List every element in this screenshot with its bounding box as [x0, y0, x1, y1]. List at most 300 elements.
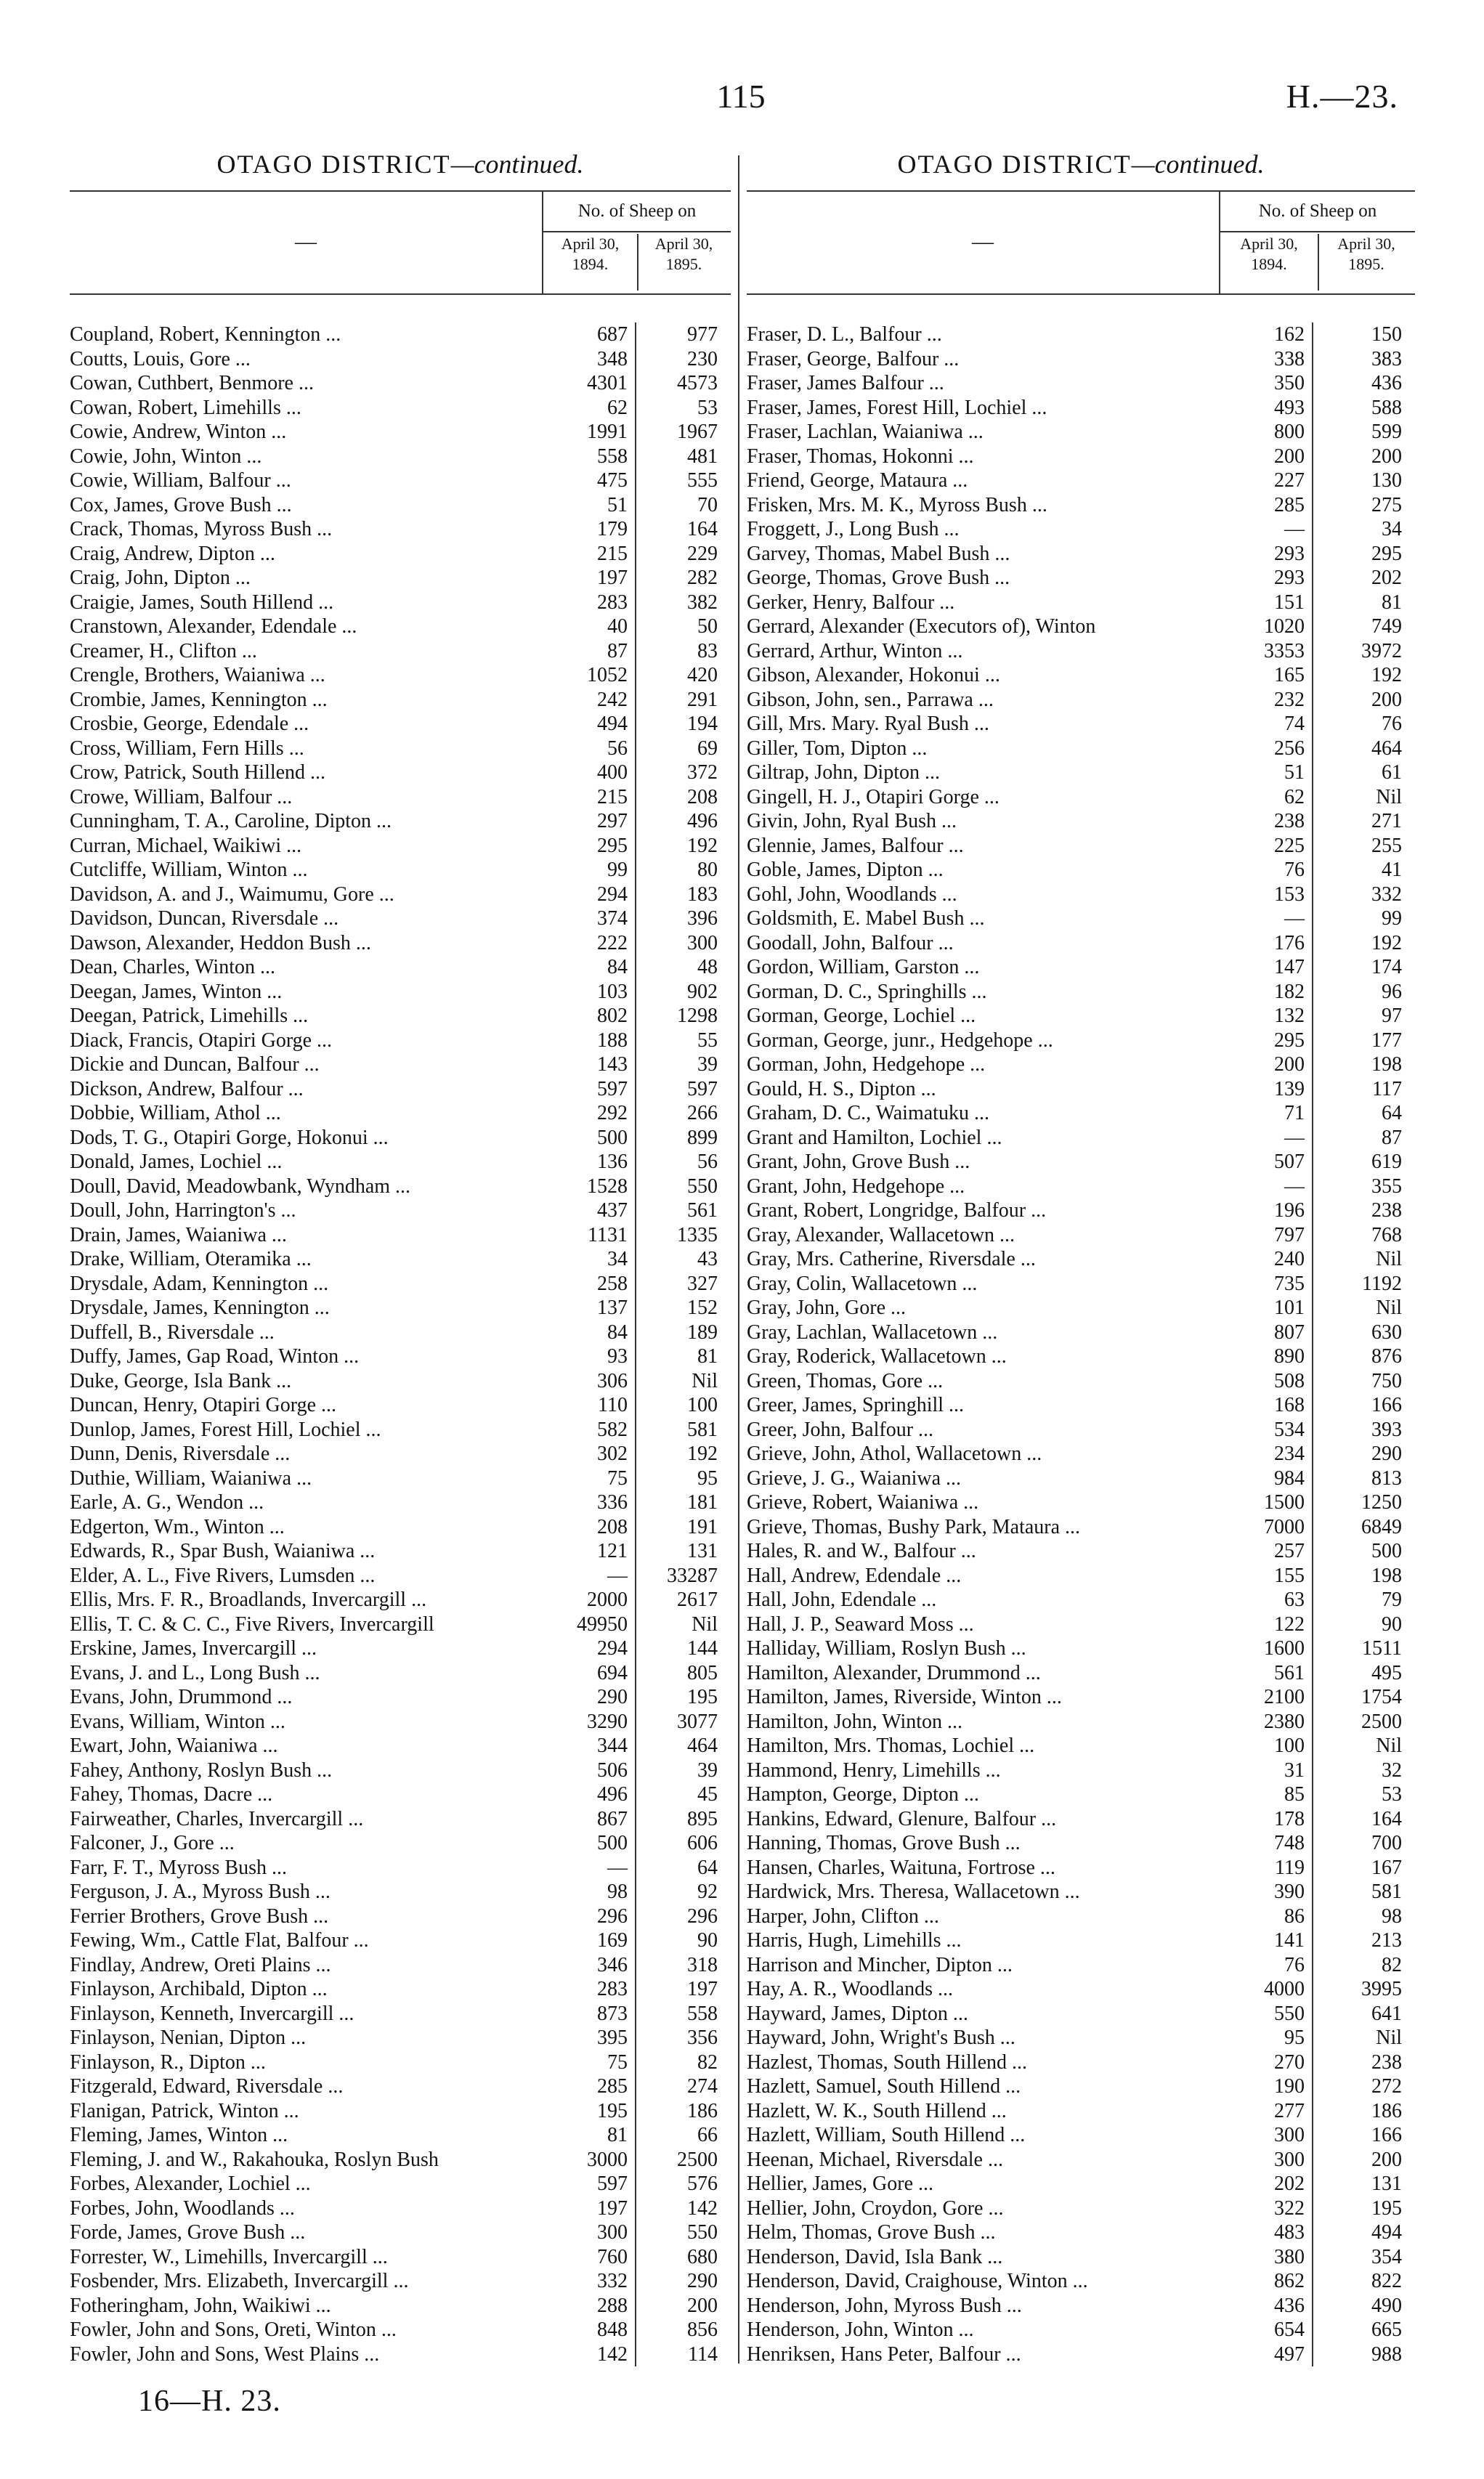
sheep-1895: 481: [687, 445, 718, 468]
sheep-1894: 597: [542, 2172, 636, 2196]
sheep-1895: 202: [1371, 567, 1402, 589]
sheep-1894: 137: [542, 1296, 636, 1320]
owner-name: Finlayson, Kenneth, Invercargill ...: [70, 2002, 354, 2025]
table-row: [747, 1101, 1415, 1126]
sheep-1895: 82: [697, 2050, 718, 2074]
owner-name: Froggett, J., Long Bush ...: [747, 518, 960, 540]
sheep-1894: 561: [1219, 1661, 1313, 1686]
owner-name: Finlayson, Nenian, Dipton ...: [70, 2026, 307, 2049]
sheep-1895: 192: [687, 834, 718, 857]
table-row: [747, 2220, 1415, 2245]
sheep-1894: 436: [1219, 2294, 1313, 2318]
sheep-1894: 296: [542, 1904, 636, 1929]
sheep-1895: 749: [1371, 615, 1402, 638]
sheep-1895: 39: [697, 1053, 718, 1076]
table-row: [70, 1710, 731, 1735]
table-row: [747, 809, 1415, 834]
owner-name: Hazlett, William, South Hillend ...: [747, 2124, 1026, 2146]
sheep-1894: 179: [542, 517, 636, 542]
sheep-1894: 147: [1219, 955, 1313, 980]
sheep-1894: 76: [1219, 1953, 1313, 1978]
sheep-1894: 132: [1219, 1004, 1313, 1028]
sheep-1894: 507: [1219, 1150, 1313, 1174]
table-row: [747, 2002, 1415, 2026]
sheep-1894: 63: [1219, 1588, 1313, 1612]
table-row: [70, 1466, 731, 1491]
page-code: H.—23.: [1286, 78, 1398, 115]
sheep-1894: 300: [1219, 2123, 1313, 2148]
owner-name: Dean, Charles, Winton ...: [70, 956, 275, 978]
sheep-1894: 165: [1219, 663, 1313, 688]
sheep-1894: 197: [542, 2196, 636, 2221]
table-row: [70, 2342, 731, 2367]
owner-name: Earle, A. G., Wendon ...: [70, 1491, 264, 1514]
table-row: [70, 1953, 731, 1978]
sheep-1894: 597: [542, 1077, 636, 1102]
sheep-1895: 213: [1371, 1929, 1402, 1952]
sheep-1894: 290: [542, 1685, 636, 1710]
sheep-1894: 400: [542, 760, 636, 785]
header-group-label: No. of Sheep on: [543, 192, 731, 232]
sheep-1895: 382: [687, 591, 718, 614]
sheep-1895: 131: [1371, 2172, 1402, 2195]
sheep-1895: 899: [687, 1126, 718, 1149]
sheep-1895: 69: [697, 737, 718, 760]
owner-name: Ewart, John, Waianiwa ...: [70, 1735, 278, 1757]
table-row: [747, 737, 1415, 761]
owner-name: Harris, Hugh, Limehills ...: [747, 1929, 962, 1952]
sheep-1895: 194: [687, 713, 718, 735]
sheep-1894: 62: [542, 396, 636, 421]
sheep-1895: 114: [688, 2342, 718, 2366]
owner-name: Hammond, Henry, Limehills ...: [747, 1758, 1001, 1782]
sheep-1895: 82: [1382, 1953, 1402, 1976]
sheep-1894: 121: [542, 1539, 636, 1564]
sheep-1895: 619: [1371, 1151, 1402, 1173]
sheep-1894: 558: [542, 445, 636, 469]
table-row: [70, 1126, 731, 1151]
owner-name: Cross, William, Fern Hills ...: [70, 737, 304, 760]
sheep-1895: 90: [1382, 1612, 1402, 1636]
table-row: [747, 980, 1415, 1005]
sheep-1895: 238: [1371, 2050, 1402, 2074]
owner-name: Fitzgerald, Edward, Riversdale ...: [70, 2075, 344, 2098]
owner-name: Grieve, John, Athol, Wallacetown ...: [747, 1443, 1042, 1465]
sheep-1895: Nil: [1376, 785, 1402, 808]
table-row: [747, 1831, 1415, 1856]
sheep-1895: 355: [1371, 1174, 1402, 1198]
table-row: [70, 1928, 731, 1953]
sheep-1894: 232: [1219, 688, 1313, 713]
sheep-1894: 283: [542, 1977, 636, 2002]
table-row: [747, 712, 1415, 737]
owner-name: Green, Thomas, Gore ...: [747, 1369, 944, 1392]
owner-name: Coutts, Louis, Gore ...: [70, 347, 251, 370]
sheep-1894: 81: [542, 2123, 636, 2148]
owner-name: Gordon, William, Garston ...: [747, 956, 980, 978]
table-row: [70, 2245, 731, 2270]
owner-name: Duke, George, Isla Bank ...: [70, 1369, 292, 1392]
sheep-1895: 80: [697, 859, 718, 881]
sheep-1894: 85: [1219, 1782, 1313, 1807]
sheep-1894: 336: [542, 1490, 636, 1515]
sheep-1895: 977: [687, 323, 718, 346]
owner-name: Fraser, Thomas, Hokonni ...: [747, 445, 974, 468]
table-row: [747, 1028, 1415, 1053]
owner-name: Gorman, George, Lochiel ...: [747, 1005, 976, 1027]
owner-name: Evans, William, Winton ...: [70, 1710, 285, 1733]
sheep-1894: 506: [542, 1758, 636, 1783]
sheep-1895: 3972: [1361, 639, 1402, 662]
signature-mark: 16—H. 23.: [138, 2385, 281, 2418]
table-row: [747, 1150, 1415, 1174]
sheep-1895: 490: [1371, 2294, 1402, 2317]
sheep-1894: 4301: [542, 371, 636, 396]
table-row: [70, 1028, 731, 1053]
sheep-1894: 93: [542, 1344, 636, 1369]
sheep-1894: 300: [1219, 2148, 1313, 2172]
owner-name: Finlayson, R., Dipton ...: [70, 2050, 266, 2074]
owner-name: Cutcliffe, William, Winton ...: [70, 859, 308, 881]
sheep-1894: 292: [542, 1101, 636, 1126]
table-row: [747, 2074, 1415, 2099]
sheep-1894: 1600: [1219, 1636, 1313, 1661]
owner-name: Fahey, Anthony, Roslyn Bush ...: [70, 1758, 333, 1782]
table-row: [747, 1782, 1415, 1807]
sheep-1894: 483: [1219, 2220, 1313, 2245]
sheep-1894: 390: [1219, 1880, 1313, 1904]
sheep-1895: 581: [1371, 1880, 1402, 1903]
sheep-1895: 64: [1382, 1102, 1402, 1124]
owner-name: Hardwick, Mrs. Theresa, Wallacetown ...: [747, 1880, 1080, 1903]
table-row: [747, 1174, 1415, 1199]
table-row: [70, 2026, 731, 2050]
owner-name: Gorman, John, Hedgehope ...: [747, 1053, 986, 1076]
header-1894: April 30, 1894.: [1220, 234, 1319, 291]
sheep-1894: 748: [1219, 1831, 1313, 1856]
sheep-1894: 227: [1219, 468, 1313, 493]
owner-name: Halliday, William, Roslyn Bush ...: [747, 1637, 1026, 1660]
owner-name: Creamer, H., Clifton ...: [70, 639, 257, 662]
sheep-1894: 4000: [1219, 1977, 1313, 2002]
table-row: [747, 1612, 1415, 1637]
sheep-1895: 81: [1382, 591, 1402, 614]
sheep-1894: 374: [542, 906, 636, 931]
owner-name: Greer, John, Balfour ...: [747, 1418, 934, 1441]
table-row: [747, 2342, 1415, 2367]
table-row: [70, 1272, 731, 1297]
table-header: [747, 190, 1415, 295]
owner-name: Davidson, A. and J., Waimumu, Gore ...: [70, 883, 394, 906]
sheep-1895: 200: [1371, 445, 1402, 468]
sheep-1894: 151: [1219, 591, 1313, 615]
table-row: [747, 1369, 1415, 1394]
sheep-1894: 984: [1219, 1466, 1313, 1491]
sheep-1895: 32: [1382, 1758, 1402, 1782]
table-row: [70, 1515, 731, 1540]
table-row: [747, 1126, 1415, 1151]
owner-name: Ellis, Mrs. F. R., Broadlands, Invercargill ...: [70, 1589, 427, 1611]
sheep-1895: Nil: [1376, 1297, 1402, 1319]
owner-name: Duffell, B., Riversdale ...: [70, 1320, 275, 1344]
table-row: [747, 1710, 1415, 1735]
sheep-1895: 588: [1371, 396, 1402, 419]
owner-name: Hellier, John, Croydon, Gore ...: [747, 2196, 1004, 2220]
sheep-1895: 183: [687, 883, 718, 906]
table-row: [747, 1320, 1415, 1345]
sheep-1894: 155: [1219, 1564, 1313, 1589]
sheep-1894: 178: [1219, 1807, 1313, 1832]
sheep-1895: 1250: [1361, 1491, 1402, 1514]
sheep-1894: 735: [1219, 1272, 1313, 1297]
table-row: [70, 712, 731, 737]
sheep-1894: 142: [542, 2342, 636, 2367]
sheep-1895: 327: [687, 1272, 718, 1295]
owner-name: Hamilton, Mrs. Thomas, Lochiel ...: [747, 1735, 1035, 1757]
table-row: [70, 639, 731, 664]
sheep-1895: 494: [1371, 2221, 1402, 2244]
table-row: [70, 1052, 731, 1077]
owner-name: Drake, William, Oteramika ...: [70, 1248, 312, 1270]
owner-name: Doull, John, Harrington's ...: [70, 1199, 296, 1222]
sheep-1895: 272: [1371, 2075, 1402, 2098]
owner-name: Gray, Alexander, Wallacetown ...: [747, 1223, 1015, 1246]
table-row: [747, 1636, 1415, 1661]
owner-name: Harrison and Mincher, Dipton ...: [747, 1953, 1013, 1976]
table-row: [747, 834, 1415, 859]
sheep-1894: 437: [542, 1198, 636, 1223]
header-dash: —: [295, 230, 317, 253]
sheep-1895: 43: [697, 1248, 718, 1270]
owner-name: Ferrier Brothers, Grove Bush ...: [70, 1904, 329, 1928]
sheep-1895: 191: [687, 1515, 718, 1538]
table-row: [747, 566, 1415, 591]
table-row: [70, 1831, 731, 1856]
sheep-1894: 582: [542, 1418, 636, 1443]
sheep-1894: 687: [542, 322, 636, 347]
sheep-1894: 110: [542, 1393, 636, 1418]
header-1894: April 30, 1894.: [543, 234, 638, 291]
table-row: [747, 883, 1415, 907]
header-1895: April 30, 1895.: [1337, 235, 1395, 273]
sheep-1894: 75: [542, 2050, 636, 2075]
owner-name: Fairweather, Charles, Invercargill ...: [70, 1807, 364, 1830]
table-row: [70, 493, 731, 518]
sheep-1894: 200: [1219, 1052, 1313, 1077]
sheep-1894: 297: [542, 809, 636, 834]
sheep-1895: 131: [687, 1540, 718, 1562]
sheep-1894: 3353: [1219, 639, 1313, 664]
sheep-1894: 87: [542, 639, 636, 664]
sheep-1894: 119: [1219, 1856, 1313, 1880]
owner-name: Drysdale, James, Kennington ...: [70, 1297, 330, 1319]
sheep-1894: 195: [542, 2099, 636, 2124]
table-row: [70, 1101, 731, 1126]
sheep-1894: 197: [542, 566, 636, 591]
sheep-1894: 1500: [1219, 1490, 1313, 1515]
sheep-1895: 48: [697, 956, 718, 978]
sheep-1894: 500: [542, 1831, 636, 1856]
sheep-1894: 496: [542, 1782, 636, 1807]
owner-name: Duthie, William, Waianiwa ...: [70, 1466, 312, 1490]
sheep-1895: 229: [687, 542, 718, 565]
owner-name: Fahey, Thomas, Dacre ...: [70, 1783, 273, 1806]
sheep-1894: 1528: [542, 1174, 636, 1199]
table-row: [747, 1515, 1415, 1540]
sheep-1894: 500: [542, 1126, 636, 1151]
sheep-1895: 186: [1371, 2099, 1402, 2122]
sheep-1895: 79: [1382, 1589, 1402, 1611]
header-group: [542, 192, 731, 293]
owner-name: Craig, Andrew, Dipton ...: [70, 542, 275, 565]
table-row: [70, 1904, 731, 1929]
sheep-1894: 350: [1219, 371, 1313, 396]
sheep-1895: Nil: [692, 1612, 718, 1636]
table-row: [747, 1880, 1415, 1904]
sheep-1894: 257: [1219, 1539, 1313, 1564]
sheep-1895: 420: [687, 664, 718, 686]
sheep-1895: 144: [687, 1637, 718, 1660]
sheep-1895: 1967: [677, 421, 718, 443]
sheep-1894: 169: [542, 1928, 636, 1953]
owner-name: Fraser, James, Forest Hill, Lochiel ...: [747, 396, 1047, 419]
sheep-1895: 181: [687, 1491, 718, 1514]
table-row: [747, 931, 1415, 956]
table-row: [747, 639, 1415, 664]
owner-name: Gohl, John, Woodlands ...: [747, 883, 957, 906]
sheep-1895: 550: [687, 1174, 718, 1198]
owner-name: Crack, Thomas, Myross Bush ...: [70, 518, 333, 540]
owner-name: Fraser, George, Balfour ...: [747, 347, 960, 370]
table-row: [747, 1564, 1415, 1589]
table-row: [747, 1685, 1415, 1710]
table-row: [747, 1052, 1415, 1077]
table-row: [70, 2050, 731, 2075]
sheep-1894: 190: [1219, 2074, 1313, 2099]
owner-name: Grant, Robert, Longridge, Balfour ...: [747, 1199, 1047, 1222]
sheep-1895: 174: [1371, 956, 1402, 978]
sheep-1895: 396: [687, 907, 718, 930]
table-row: [70, 2269, 731, 2294]
table-row: [70, 1150, 731, 1174]
sheep-1894: 306: [542, 1369, 636, 1394]
sheep-1895: 282: [687, 567, 718, 589]
owner-name: Gingell, H. J., Otapiri Gorge ...: [747, 785, 1000, 808]
sheep-1894: 1131: [542, 1223, 636, 1248]
sheep-1894: 873: [542, 2002, 636, 2026]
table-row: [70, 542, 731, 567]
table-row: [747, 1904, 1415, 1929]
table-row: [70, 2294, 731, 2318]
table-body: [70, 322, 731, 2366]
table-row: [747, 1807, 1415, 1832]
owner-name: Dickie and Duncan, Balfour ...: [70, 1053, 320, 1076]
owner-name: Curran, Michael, Waikiwi ...: [70, 834, 302, 857]
owner-name: Fraser, Lachlan, Waianiwa ...: [747, 421, 984, 443]
sheep-1895: 6849: [1361, 1515, 1402, 1538]
header-1895: April 30, 1895.: [654, 235, 713, 273]
table-row: [70, 1344, 731, 1369]
owner-name: Crombie, James, Kennington ...: [70, 688, 328, 711]
sheep-1894: —: [1219, 906, 1313, 931]
table-row: [747, 785, 1415, 810]
sheep-1895: 166: [1371, 1394, 1402, 1416]
owner-name: Dods, T. G., Otapiri Gorge, Hokonui ...: [70, 1126, 389, 1149]
header-group: [1219, 192, 1415, 293]
owner-name: Hellier, James, Gore ...: [747, 2172, 934, 2195]
table-row: [70, 1296, 731, 1320]
table-row: [747, 1856, 1415, 1880]
owner-name: Fowler, John and Sons, Oreti, Winton ...: [70, 2318, 397, 2341]
sheep-1894: 153: [1219, 883, 1313, 907]
sheep-1895: 3077: [677, 1710, 718, 1733]
sheep-1895: 53: [1382, 1783, 1402, 1806]
owner-name: Henderson, John, Winton ...: [747, 2318, 974, 2341]
owner-name: Hazlett, Samuel, South Hillend ...: [747, 2075, 1021, 2098]
sheep-1894: 95: [1219, 2026, 1313, 2050]
owner-name: Gibson, Alexander, Hokonui ...: [747, 664, 1000, 686]
table-row: [70, 591, 731, 615]
sheep-1895: 500: [1371, 1540, 1402, 1562]
table-row: [70, 688, 731, 713]
sheep-1895: 76: [1382, 713, 1402, 735]
sheep-1894: 56: [542, 737, 636, 761]
sheep-1895: 1754: [1361, 1686, 1402, 1708]
table-row: [70, 420, 731, 445]
sheep-1894: 300: [542, 2220, 636, 2245]
sheep-1895: 192: [687, 1443, 718, 1465]
table-row: [747, 1588, 1415, 1612]
owner-name: Falconer, J., Gore ...: [70, 1832, 235, 1854]
owner-name: Fotheringham, John, Waikiwi ...: [70, 2294, 331, 2317]
sheep-1895: 4573: [677, 372, 718, 394]
sheep-1895: 902: [687, 980, 718, 1003]
table-row: [70, 760, 731, 785]
owner-name: Craigie, James, South Hillend ...: [70, 591, 334, 614]
sheep-1895: 99: [1382, 907, 1402, 930]
sheep-1895: 53: [697, 396, 718, 419]
sheep-1894: 136: [542, 1150, 636, 1174]
table-row: [747, 1004, 1415, 1028]
owner-name: Hall, John, Edendale ...: [747, 1589, 937, 1611]
table-row: [747, 2294, 1415, 2318]
table-row: [747, 760, 1415, 785]
sheep-1894: 277: [1219, 2099, 1313, 2124]
sheep-1894: 143: [542, 1052, 636, 1077]
owner-name: Diack, Francis, Otapiri Gorge ...: [70, 1028, 333, 1052]
owner-name: Gray, Colin, Wallacetown ...: [747, 1272, 978, 1295]
sheep-1894: 294: [542, 883, 636, 907]
table-row: [70, 1077, 731, 1102]
owner-name: Cowan, Robert, Limehills ...: [70, 396, 301, 419]
table-row: [747, 1223, 1415, 1248]
table-row: [70, 2123, 731, 2148]
sheep-1895: 192: [1371, 664, 1402, 686]
sheep-1894: 332: [542, 2269, 636, 2294]
table-row: [70, 1490, 731, 1515]
table-row: [747, 445, 1415, 469]
owner-name: Davidson, Duncan, Riversdale ...: [70, 907, 339, 930]
sheep-1895: 198: [1371, 1053, 1402, 1076]
sheep-1894: 293: [1219, 566, 1313, 591]
sheep-1894: 258: [542, 1272, 636, 1297]
sheep-1894: 322: [1219, 2196, 1313, 2221]
owner-name: Fowler, John and Sons, West Plains ...: [70, 2342, 380, 2366]
owner-name: Fleming, James, Winton ...: [70, 2124, 288, 2146]
sheep-1895: 61: [1382, 761, 1402, 784]
table-row: [747, 493, 1415, 518]
table-row: [747, 2269, 1415, 2294]
